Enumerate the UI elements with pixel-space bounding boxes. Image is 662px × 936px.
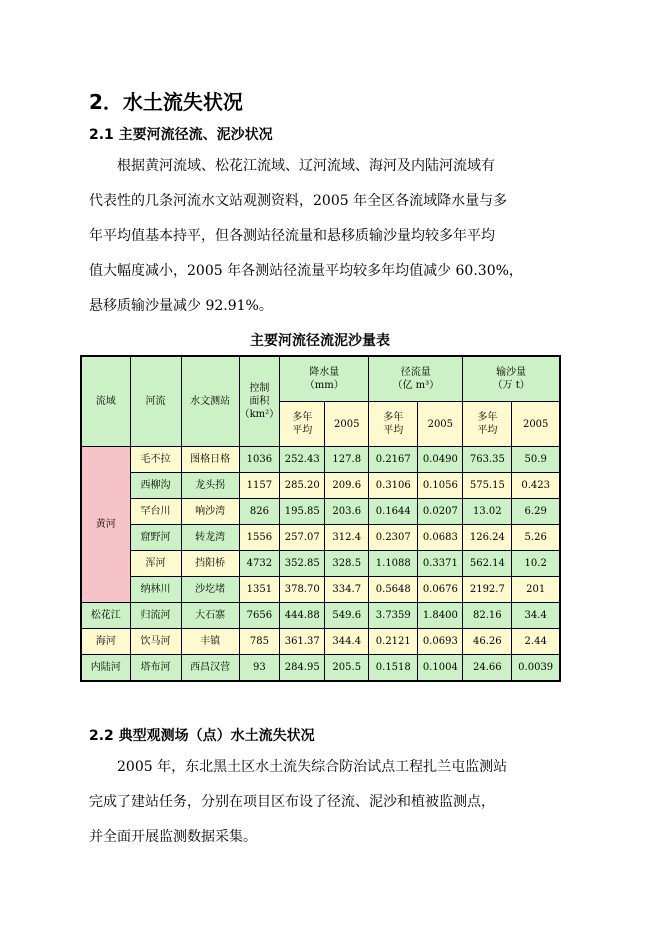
value-cell: 0.3106 [369,473,418,499]
header-rain-2005: 2005 [325,402,369,447]
header-avg-line: 多年 [383,412,404,423]
header-area-line: 控制 [249,383,270,394]
value-cell: 444.88 [280,603,325,629]
header-runoff [369,356,463,402]
header-rain-avg [280,402,325,447]
value-cell: 10.2 [512,551,560,577]
value-cell: 13.02 [463,499,512,525]
area-cell: 1036 [239,447,280,473]
value-cell: 127.8 [325,447,369,473]
area-cell: 785 [239,629,280,655]
table-row [81,603,560,629]
table-row [81,629,560,655]
header-sed-avg [463,402,512,447]
section-heading: 2．水土流失状况 [89,90,243,114]
value-cell: 209.6 [325,473,369,499]
table-row [81,499,560,525]
station-cell: 大石寨 [181,603,239,629]
value-cell: 0.0676 [418,577,463,603]
area-cell: 7656 [239,603,280,629]
header-area-line: （km²） [239,409,280,420]
river-cell: 罕台川 [130,499,181,525]
basin-cell: 海河 [81,629,130,655]
value-cell: 24.66 [463,655,512,681]
value-cell: 50.9 [512,447,560,473]
station-cell: 挡阳桥 [181,551,239,577]
table-row [81,655,560,681]
value-cell: 0.0207 [418,499,463,525]
value-cell: 352.85 [280,551,325,577]
river-sediment-table [80,355,561,682]
value-cell: 82.16 [463,603,512,629]
value-cell: 205.5 [325,655,369,681]
header-sediment-line: （万 t） [492,380,530,391]
value-cell: 0.1518 [369,655,418,681]
value-cell: 328.5 [325,551,369,577]
paragraph-2-2 [89,750,569,855]
header-avg-line: 多年 [477,412,498,423]
value-cell: 195.85 [280,499,325,525]
table-row [81,551,560,577]
header-runoff-avg [369,402,418,447]
subsection-title-2-1: 2.1 主要河流径流、泥沙状况 [89,127,273,143]
header-area-line: 面积 [249,396,270,407]
area-cell: 1556 [239,525,280,551]
station-cell: 响沙湾 [181,499,239,525]
paragraph-line: 值大幅度减小，2005 年各测站径流量平均较多年均值减少 60.30%， [89,263,523,279]
value-cell: 0.423 [512,473,560,499]
paragraph-line: 并全面开展监测数据采集。 [89,829,257,845]
paragraph-line: 根据黄河流域、松花江流域、辽河流域、海河及内陆河流域有 [89,158,495,174]
paragraph-2-1 [89,149,569,324]
value-cell: 126.24 [463,525,512,551]
value-cell: 2.44 [512,629,560,655]
value-cell: 378.70 [280,577,325,603]
header-area [239,356,280,447]
paragraph-line: 完成了建站任务，分别在项目区布设了径流、泥沙和植被监测点， [89,794,495,810]
header-avg-line: 平均 [292,425,313,436]
basin-cell: 内陆河 [81,655,130,681]
area-cell: 4732 [239,551,280,577]
header-avg-line: 多年 [292,412,313,423]
paragraph-line: 悬移质输沙量减少 92.91%。 [89,298,273,314]
area-cell: 826 [239,499,280,525]
river-cell: 浑河 [130,551,181,577]
table-row [81,473,560,499]
value-cell: 0.0683 [418,525,463,551]
station-cell: 龙头拐 [181,473,239,499]
table-row [81,577,560,603]
area-cell: 93 [239,655,280,681]
header-river: 河流 [130,356,181,447]
value-cell: 5.26 [512,525,560,551]
station-cell: 西昌汉营 [181,655,239,681]
table-row [81,525,560,551]
header-sediment [463,356,560,402]
header-runoff-2005: 2005 [418,402,463,447]
value-cell: 0.2121 [369,629,418,655]
value-cell: 0.1004 [418,655,463,681]
value-cell: 312.4 [325,525,369,551]
paragraph-line: 2005 年，东北黑土区水土流失综合防治试点工程扎兰屯监测站 [89,759,508,775]
paragraph-line: 代表性的几条河流水文站观测资料，2005 年全区各流域降水量与多 [89,193,508,209]
value-cell: 34.4 [512,603,560,629]
header-sediment-line: 输沙量 [496,367,527,378]
river-cell: 窟野河 [130,525,181,551]
value-cell: 46.26 [463,629,512,655]
basin-cell: 松花江 [81,603,130,629]
value-cell: 361.37 [280,629,325,655]
area-cell: 1157 [239,473,280,499]
value-cell: 252.43 [280,447,325,473]
value-cell: 0.3371 [418,551,463,577]
value-cell: 201 [512,577,560,603]
river-cell: 纳林川 [130,577,181,603]
value-cell: 0.5648 [369,577,418,603]
basin-cell: 黄河 [81,447,130,603]
value-cell: 0.1644 [369,499,418,525]
station-cell: 图格日格 [181,447,239,473]
river-cell: 毛不拉 [130,447,181,473]
header-avg-line: 平均 [383,425,404,436]
header-basin: 流域 [81,356,130,447]
header-avg-line: 平均 [477,425,498,436]
river-cell: 饮马河 [130,629,181,655]
header-runoff-line: 径流量 [400,367,431,378]
river-cell: 塔布河 [130,655,181,681]
header-station: 水文测站 [181,356,239,447]
river-cell: 归流河 [130,603,181,629]
value-cell: 0.2167 [369,447,418,473]
station-cell: 丰镇 [181,629,239,655]
paragraph-line: 年平均值基本持平，但各测站径流量和悬移质输沙量均较多年平均 [89,228,495,244]
area-cell: 1351 [239,577,280,603]
value-cell: 257.07 [280,525,325,551]
value-cell: 6.29 [512,499,560,525]
value-cell: 3.7359 [369,603,418,629]
value-cell: 1.1088 [369,551,418,577]
value-cell: 763.35 [463,447,512,473]
station-cell: 沙圪堵 [181,577,239,603]
value-cell: 1.8400 [418,603,463,629]
value-cell: 0.2307 [369,525,418,551]
table-row [81,447,560,473]
value-cell: 0.0490 [418,447,463,473]
value-cell: 0.0693 [418,629,463,655]
value-cell: 575.15 [463,473,512,499]
value-cell: 0.1056 [418,473,463,499]
table-caption: 主要河流径流泥沙量表 [250,333,390,349]
value-cell: 549.6 [325,603,369,629]
value-cell: 2192.7 [463,577,512,603]
value-cell: 562.14 [463,551,512,577]
value-cell: 334.7 [325,577,369,603]
header-runoff-line: （亿 m³） [392,380,440,391]
value-cell: 203.6 [325,499,369,525]
value-cell: 0.0039 [512,655,560,681]
header-sed-2005: 2005 [512,402,560,447]
station-cell: 转龙湾 [181,525,239,551]
subsection-title-2-2: 2.2 典型观测场（点）水土流失状况 [89,728,315,744]
value-cell: 285.20 [280,473,325,499]
header-rainfall [280,356,369,402]
river-cell: 西柳沟 [130,473,181,499]
value-cell: 284.95 [280,655,325,681]
value-cell: 344.4 [325,629,369,655]
header-rainfall-line: （mm） [304,380,344,391]
header-rainfall-line: 降水量 [309,367,340,378]
